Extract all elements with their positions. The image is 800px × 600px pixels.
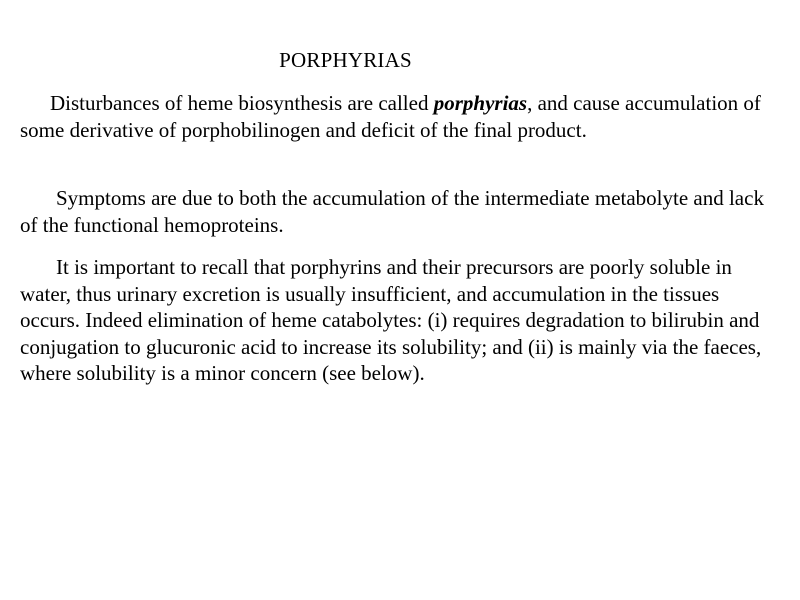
paragraph-symptoms: Symptoms are due to both the accumulation of the intermediate metabolyte and lack of the functional hemoproteins. (20, 186, 764, 237)
slide-title: PORPHYRIAS (279, 48, 412, 72)
paragraph-porphyrias-definition (20, 90, 780, 143)
paragraph-text: Disturbances of heme biosynthesis are called (50, 91, 434, 115)
paragraph-text: , and cause accumulation of some derivative of porphobilinogen and deficit of the final product. (20, 91, 761, 142)
paragraph-solubility: It is important to recall that porphyrins and their precursors are poorly soluble in water, thus urinary excretion is usually insufficient, and accumulation in the tissues occurs. Indeed elimination of heme catabolytes: (i) requires degradation to bilirubin and conjugation to glucuronic acid to increase its solubility; and (ii) is mainly via the faeces, where solubility is a minor concern (see below). (20, 255, 762, 385)
emphasized-term: porphyrias (433, 91, 528, 115)
